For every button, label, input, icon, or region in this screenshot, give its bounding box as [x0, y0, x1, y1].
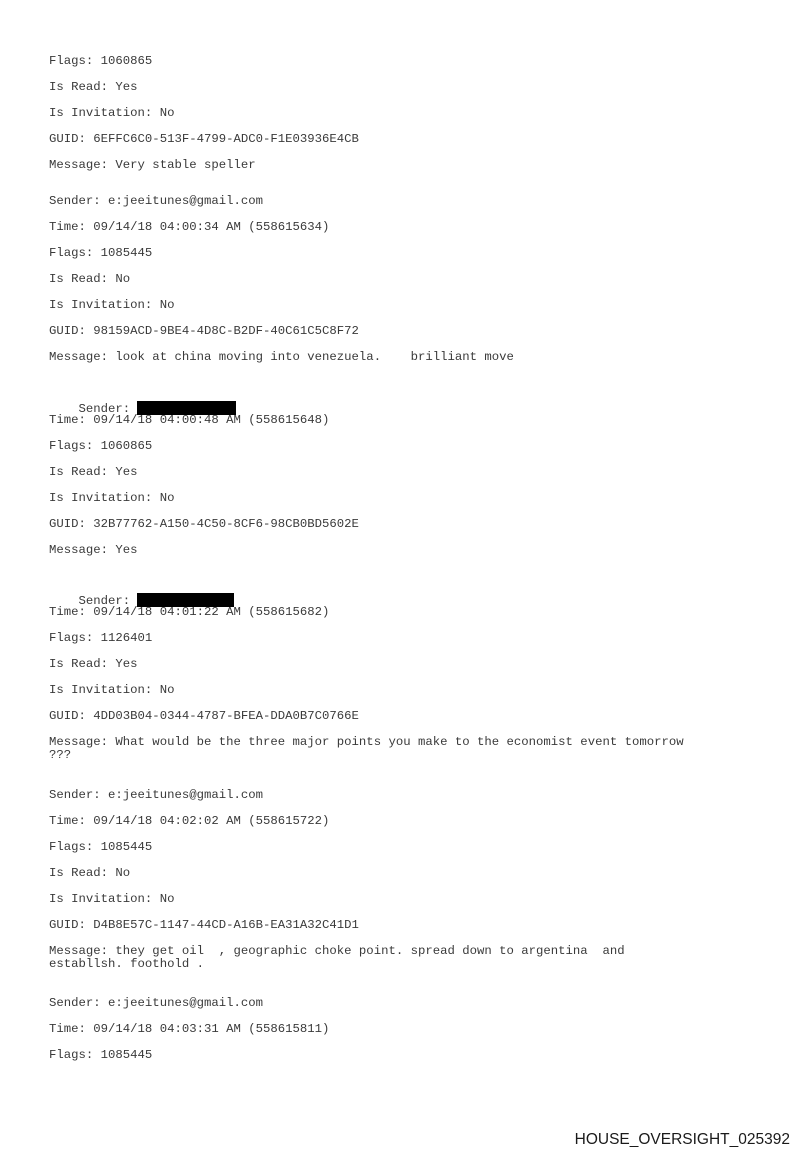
is-invitation-line: Is Invitation: No: [49, 491, 175, 505]
time-line: Time: 09/14/18 04:01:22 AM (558615682): [49, 605, 330, 619]
guid-line: GUID: 32B77762-A150-4C50-8CF6-98CB0BD5602E: [49, 517, 359, 531]
bates-number: HOUSE_OVERSIGHT_025392: [574, 1131, 790, 1148]
time-line: Time: 09/14/18 04:02:02 AM (558615722): [49, 814, 330, 828]
message-line: Message: Yes: [49, 543, 138, 557]
is-read-line: Is Read: Yes: [49, 465, 138, 479]
flags-line: Flags: 1126401: [49, 631, 153, 645]
is-read-line: Is Read: Yes: [49, 657, 138, 671]
sender-line: Sender: e:jeeitunes@gmail.com: [49, 788, 264, 802]
is-read-line: Is Read: No: [49, 866, 131, 880]
guid-line: GUID: 4DD03B04-0344-4787-BFEA-DDA0B7C0766E: [49, 709, 359, 723]
is-invitation-line: Is Invitation: No: [49, 892, 175, 906]
flags-line: Flags: 1060865: [49, 439, 153, 453]
sender-label: Sender:: [78, 402, 131, 416]
is-read-line: Is Read: No: [49, 272, 131, 286]
message-line: Message: look at china moving into venezuela. brilliant move: [49, 350, 514, 364]
message-line: Message: they get oil , geographic choke point. spread down to argentina and establlsh. foothold .: [49, 944, 625, 971]
flags-line: Flags: 1085445: [49, 1048, 153, 1062]
is-invitation-line: Is Invitation: No: [49, 683, 175, 697]
flags-line: Flags: 1085445: [49, 246, 153, 260]
time-line: Time: 09/14/18 04:03:31 AM (558615811): [49, 1022, 330, 1036]
guid-line: GUID: D4B8E57C-1147-44CD-A16B-EA31A32C41D1: [49, 918, 359, 932]
sender-line: Sender: e:jeeitunes@gmail.com: [49, 996, 264, 1010]
message-line: Message: What would be the three major points you make to the economist event tomorrow ???: [49, 735, 684, 762]
time-line: Time: 09/14/18 04:00:48 AM (558615648): [49, 413, 330, 427]
flags-line: Flags: 1085445: [49, 840, 153, 854]
sender-label: Sender:: [78, 594, 131, 608]
time-line: Time: 09/14/18 04:00:34 AM (558615634): [49, 220, 330, 234]
guid-line: GUID: 98159ACD-9BE4-4D8C-B2DF-40C61C5C8F72: [49, 324, 359, 338]
is-invitation-line: Is Invitation: No: [49, 106, 175, 120]
sender-line: Sender: e:jeeitunes@gmail.com: [49, 194, 264, 208]
guid-line: GUID: 6EFFC6C0-513F-4799-ADC0-F1E03936E4CB: [49, 132, 359, 146]
is-invitation-line: Is Invitation: No: [49, 298, 175, 312]
is-read-line: Is Read: Yes: [49, 80, 138, 94]
flags-line: Flags: 1060865: [49, 54, 153, 68]
message-line: Message: Very stable speller: [49, 158, 256, 172]
